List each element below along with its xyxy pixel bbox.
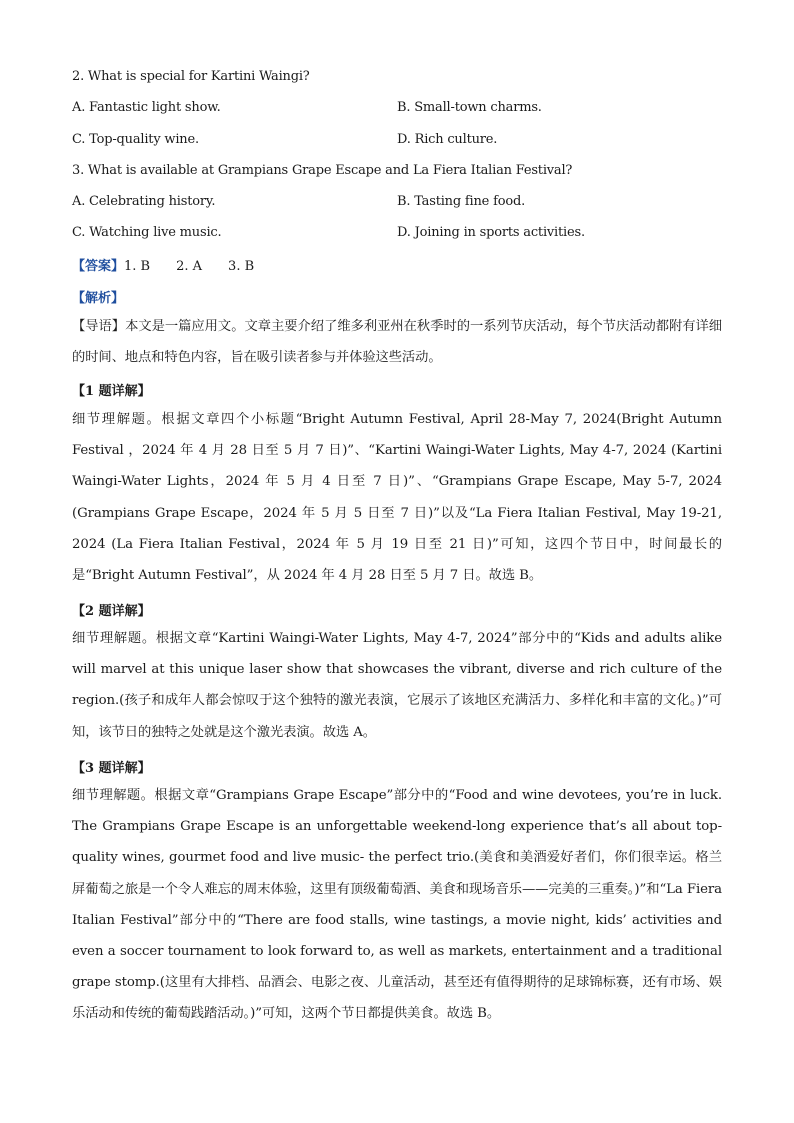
detail-1-heading: 【1 题详解】 — [72, 384, 151, 399]
question-3-option-d: D. Joining in sports activities. — [397, 225, 585, 240]
question-3-option-b: B. Tasting fine food. — [397, 194, 525, 209]
analysis-heading: 【解析】 — [72, 291, 125, 306]
question-2-option-b: B. Small-town charms. — [397, 100, 542, 115]
answer-item-1: 1. B — [124, 259, 151, 274]
answer-tag: 【答案】 — [72, 259, 125, 274]
intro-paragraph: 【导语】本文是一篇应用文。文章主要介绍了维多利亚州在秋季时的一系列节庆活动，每个节庆活动都附有详细的时间、地点和特色内容，旨在吸引读者参与并体验这些活动。 — [72, 319, 722, 366]
answer-item-3: 3. B — [228, 259, 255, 274]
question-2-option-a: A. Fantastic light show. — [72, 100, 221, 115]
detail-1-paragraph: 细节理解题。根据文章四个小标题“Bright Autumn Festival, April 28-May 7, 2024(Bright Autumn Festival ，2024 年 4 月 28 日至 5 月 7 日)”、“Kartini Waingi-Water Lights, May 4-7, 2024 (Kartini Waingi-Water Lights，2024 年 5 月 4 日至 7 日)”、“Grampians Grape Escape, May 5-7, 2024 (Grampians Grape Escape，2024 年 5 月 5 日至 7 日)”以及“La Fiera Italian Festival, May 19-21, 2024 (La Fiera Italian Festival，2024 年 5 月 19 日至 21 日)”可知，这四个节日中，时间最长的是“Bright Autumn Festival”，从 2024 年 4 月 28 日至 5 月 7 日。故选 B。 — [72, 412, 722, 584]
answer-line — [72, 255, 280, 274]
question-2-option-d: D. Rich culture. — [397, 132, 498, 147]
detail-3-heading: 【3 题详解】 — [72, 761, 151, 776]
question-2-stem: 2. What is special for Kartini Waingi? — [72, 69, 310, 84]
detail-2-heading: 【2 题详解】 — [72, 604, 151, 619]
question-3-option-a: A. Celebrating history. — [72, 194, 216, 209]
detail-2-paragraph: 细节理解题。根据文章“Kartini Waingi-Water Lights, May 4-7, 2024”部分中的“Kids and adults alike will marvel at this unique laser show that showcases the vibrant, diverse and rich culture of the region.(孩子和成年人都会惊叹于这个独特的激光表演，它展示了该地区充满活力、多样化和丰富的文化。)”可知，该节日的独特之处就是这个激光表演。故选 A。 — [72, 631, 722, 740]
question-3-option-c: C. Watching live music. — [72, 225, 222, 240]
question-2-option-c: C. Top-quality wine. — [72, 132, 199, 147]
answer-item-2: 2. A — [176, 259, 203, 274]
question-3-stem: 3. What is available at Grampians Grape Escape and La Fiera Italian Festival? — [72, 163, 573, 178]
detail-3-paragraph: 细节理解题。根据文章“Grampians Grape Escape”部分中的“Food and wine devotees, you’re in luck. The Grampians Grape Escape is an unforgettable weekend-long experience that’s all about top-quality wines, gourmet food and live music- the perfect trio.(美食和美酒爱好者们，你们很幸运。格兰屏葡萄之旅是一个令人难忘的周末体验，这里有顶级葡萄酒、美食和现场音乐——完美的三重奏。)”和“La Fiera Italian Festival”部分中的“There are food stalls, wine tastings, a movie night, kids’ activities and even a soccer tournament to look forward to, as well as markets, entertainment and a traditional grape stomp.(这里有大排档、品酒会、电影之夜、儿童活动，甚至还有值得期待的足球锦标赛，还有市场、娱乐活动和传统的葡萄践踏活动。)”可知，这两个节日都提供美食。故选 B。 — [72, 788, 722, 1022]
